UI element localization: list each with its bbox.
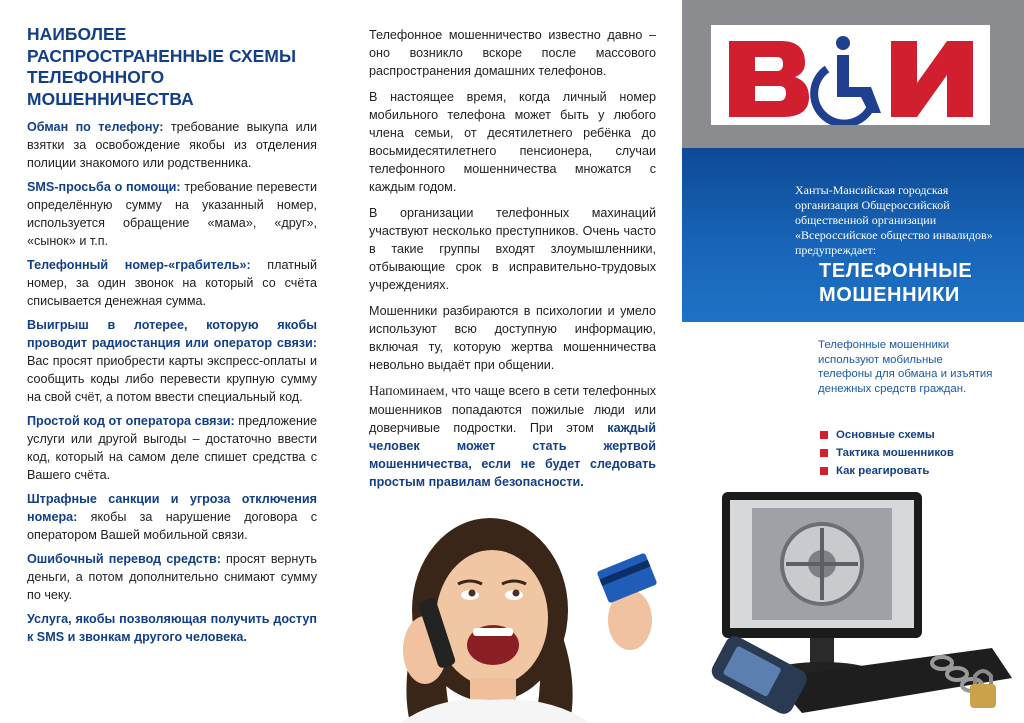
organization-text: Ханты-Мансийская городская организация Общероссийской общественной организации «Всероссийское общество инвалидов» предупреждает: [795,183,993,257]
scheme-text: требование выкупа или взятки за освобождение якобы из отделения полиции знакомого или родственника. [27,120,317,170]
red-square-bullet-icon [820,449,828,457]
scheme-text: требование перевести определённую сумму на указанный номер, используется обращение «мама», «друг», «сынок» и т.п. [27,180,317,248]
scheme-text: Вас просят приобрести карты экспресс-оплаты и сообщить коды либо перевести крупную сумму на свой счёт, а потом ввести специальный код. [27,354,317,404]
schemes-column [27,24,317,652]
devices-with-vault-illustration [692,488,1024,723]
reminder-lead: Напоминаем [369,384,445,399]
girl-on-phone-photo [340,500,670,723]
red-square-bullet-icon [820,467,828,475]
paragraph-reminder [369,382,656,491]
topic-item [820,428,1010,443]
brochure-title [819,259,1019,307]
paragraph-organization: В организации телефонных махинаций участвуют несколько преступников. Очень часто в такие группы входят злоумышленники, отбывающие срок в исправительно-трудовых учреждениях. [369,206,656,292]
scheme-item [27,178,317,250]
scheme-lead: SMS-просьба о помощи: [27,180,181,194]
paragraph-psychology: Мошенники разбираются в психологии и умело используют всю доступную информацию, включая ту, которую жертва мошенничества невольно выдаёт при общении. [369,304,656,372]
schemes-title: НАИБОЛЕЕ РАСПРОСТРАНЕННЫЕ СХЕМЫ ТЕЛЕФОННОГО МОШЕННИЧЕСТВА [27,24,297,109]
scheme-text: просят вернуть деньги, а потом дополнительно снимают сумму по чеку. [27,552,317,602]
scheme-lead: Ошибочный перевод средств: [27,552,221,566]
red-square-bullet-icon [820,431,828,439]
voi-logo-graphic [711,25,990,125]
intro-column [369,26,656,499]
voi-logo [711,25,990,125]
scheme-text: предложение услуги или другой выгоды – достаточно ввести код, который на самом деле спишет средства с Вашего счёта. [27,414,317,482]
scheme-item [27,118,317,172]
scheme-lead: Телефонный номер-«грабитель»: [27,258,251,272]
scheme-item [27,256,317,310]
scheme-item [27,316,317,406]
scheme-lead: Штрафные санкции и угроза отключения номера: [27,492,317,524]
scheme-item [27,412,317,484]
topics-list [820,428,1010,482]
scheme-text: платный номер, за один звонок на который со счёта списывается денежная сумма. [27,258,317,308]
topic-item [820,446,1010,461]
topic-item [820,464,1010,479]
scheme-lead: Обман по телефону: [27,120,164,134]
brochure-title-line1: ТЕЛЕФОННЫЕ [819,260,973,282]
scheme-text: якобы за нарушение договора с оператором Вашей мобильной связи. [27,510,317,542]
topic-label: Основные схемы [836,429,935,441]
paragraph-present: В настоящее время, когда личный номер мобильного телефона может быть у любого члена семьи, от десятилетнего ребёнка до восьмидесятилетнего пенсионера, случаи телефонного мошенничества множатся с каждым годом. [369,90,656,194]
brochure-title-line2: МОШЕННИКИ [819,284,960,306]
scheme-lead: Простой код от оператора связи: [27,414,235,428]
topic-label: Тактика мошенников [836,447,954,459]
scheme-final: Услуга, якобы позволяющая получить доступ к SMS и звонкам другого человека. [27,612,317,644]
reminder-highlight: каждый человек может стать жертвой мошенничества, если не будет следовать простым правилам безопасности. [369,421,656,489]
scheme-lead: Выигрыш в лотерее, которую якобы проводит радиостанция или оператор связи: [27,318,317,350]
intro-text: Телефонные мошенники используют мобильные телефоны для обмана и изъятия денежных средств граждан. [818,339,993,395]
reminder-text: , что чаще всего в сети телефонных мошенников попадаются пожилые люди или доверчивые подростки. При этом [369,384,656,435]
scheme-item [27,490,317,544]
topic-label: Как реагировать [836,465,930,477]
paragraph-history: Телефонное мошенничество известно давно – оно возникло вскоре после массового распространения домашних телефонов. [369,28,656,78]
scheme-item [27,550,317,604]
